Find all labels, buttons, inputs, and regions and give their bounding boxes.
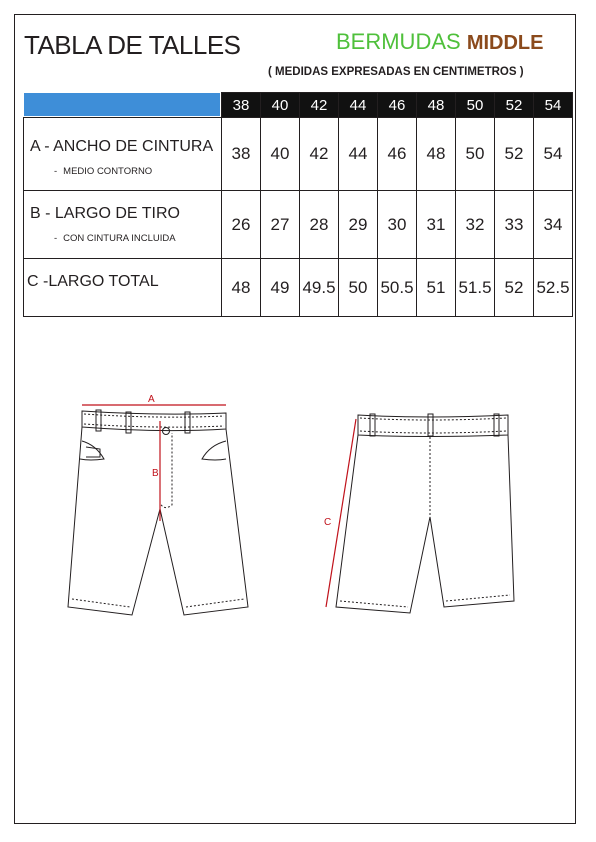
shorts-back-illustration [318,405,528,620]
table-cell: 50 [339,259,378,317]
row-label [24,191,222,259]
size-header-row [24,93,573,118]
fly-stitch [160,433,172,508]
row-name: B - LARGO DE TIRO [30,205,180,222]
table-cell: 54 [534,118,573,191]
table-cell: 31 [417,191,456,259]
size-header: 42 [300,93,339,118]
table-cell: 26 [222,191,261,259]
product-name: BERMUDAS [336,29,461,54]
table-cell: 30 [378,191,417,259]
table-cell: 52 [495,118,534,191]
table-cell: 40 [261,118,300,191]
table-cell: 50 [456,118,495,191]
hem-stitch [72,599,130,607]
table-cell: 46 [378,118,417,191]
table-cell: 27 [261,191,300,259]
table-cell: 34 [534,191,573,259]
table-cell: 29 [339,191,378,259]
table-cell: 51.5 [456,259,495,317]
table-cell: 33 [495,191,534,259]
table-row [24,191,573,259]
row-sub: - MEDIO CONTORNO [54,166,153,177]
size-header: 54 [534,93,573,118]
size-header: 48 [417,93,456,118]
table-cell: 51 [417,259,456,317]
hem-stitch [446,595,510,601]
table-cell: 52.5 [534,259,573,317]
belt-loop [185,412,190,433]
row-label [24,259,222,317]
size-header: 46 [378,93,417,118]
product-fit: MIDDLE [466,32,544,54]
table-cell: 52 [495,259,534,317]
table-cell: 32 [456,191,495,259]
header-corner [24,93,222,118]
table-cell: 48 [417,118,456,191]
row-name: A - ANCHO DE CINTURA [30,138,214,155]
page-title: TABLA DE TALLES [24,30,241,60]
row-sub: - CON CINTURA INCLUIDA [54,233,176,244]
pocket-right [202,441,226,460]
belt-loop [370,414,375,436]
size-header: 50 [456,93,495,118]
table-row [24,118,573,191]
measure-a-label: A [148,394,155,405]
shorts-front-illustration [60,385,270,625]
hem-stitch [340,601,408,607]
size-header: 38 [222,93,261,118]
measure-c-line [326,419,356,607]
waistband-stitch [84,414,224,417]
waistband-stitch [84,424,224,427]
coin-pocket [86,447,100,457]
units-note: ( MEDIDAS EXPRESADAS EN CENTIMETROS ) [268,66,524,78]
waistband-shape [82,411,226,431]
product-title [336,29,543,55]
table-cell: 28 [300,191,339,259]
table-cell: 44 [339,118,378,191]
size-header: 52 [495,93,534,118]
row-label [24,118,222,191]
shorts-outline [68,427,248,615]
table-cell: 50.5 [378,259,417,317]
size-header: 40 [261,93,300,118]
table-cell: 48 [222,259,261,317]
table-cell: 49.5 [300,259,339,317]
belt-loop [494,414,499,436]
table-cell: 38 [222,118,261,191]
size-header: 44 [339,93,378,118]
shorts-outline [336,435,514,613]
measure-c-label: C [324,517,332,528]
size-table [23,92,573,317]
row-name: C -LARGO TOTAL [27,273,159,290]
hem-stitch [186,599,244,607]
measure-b-label: B [152,468,159,479]
table-cell: 42 [300,118,339,191]
table-cell: 49 [261,259,300,317]
table-row [24,259,573,317]
